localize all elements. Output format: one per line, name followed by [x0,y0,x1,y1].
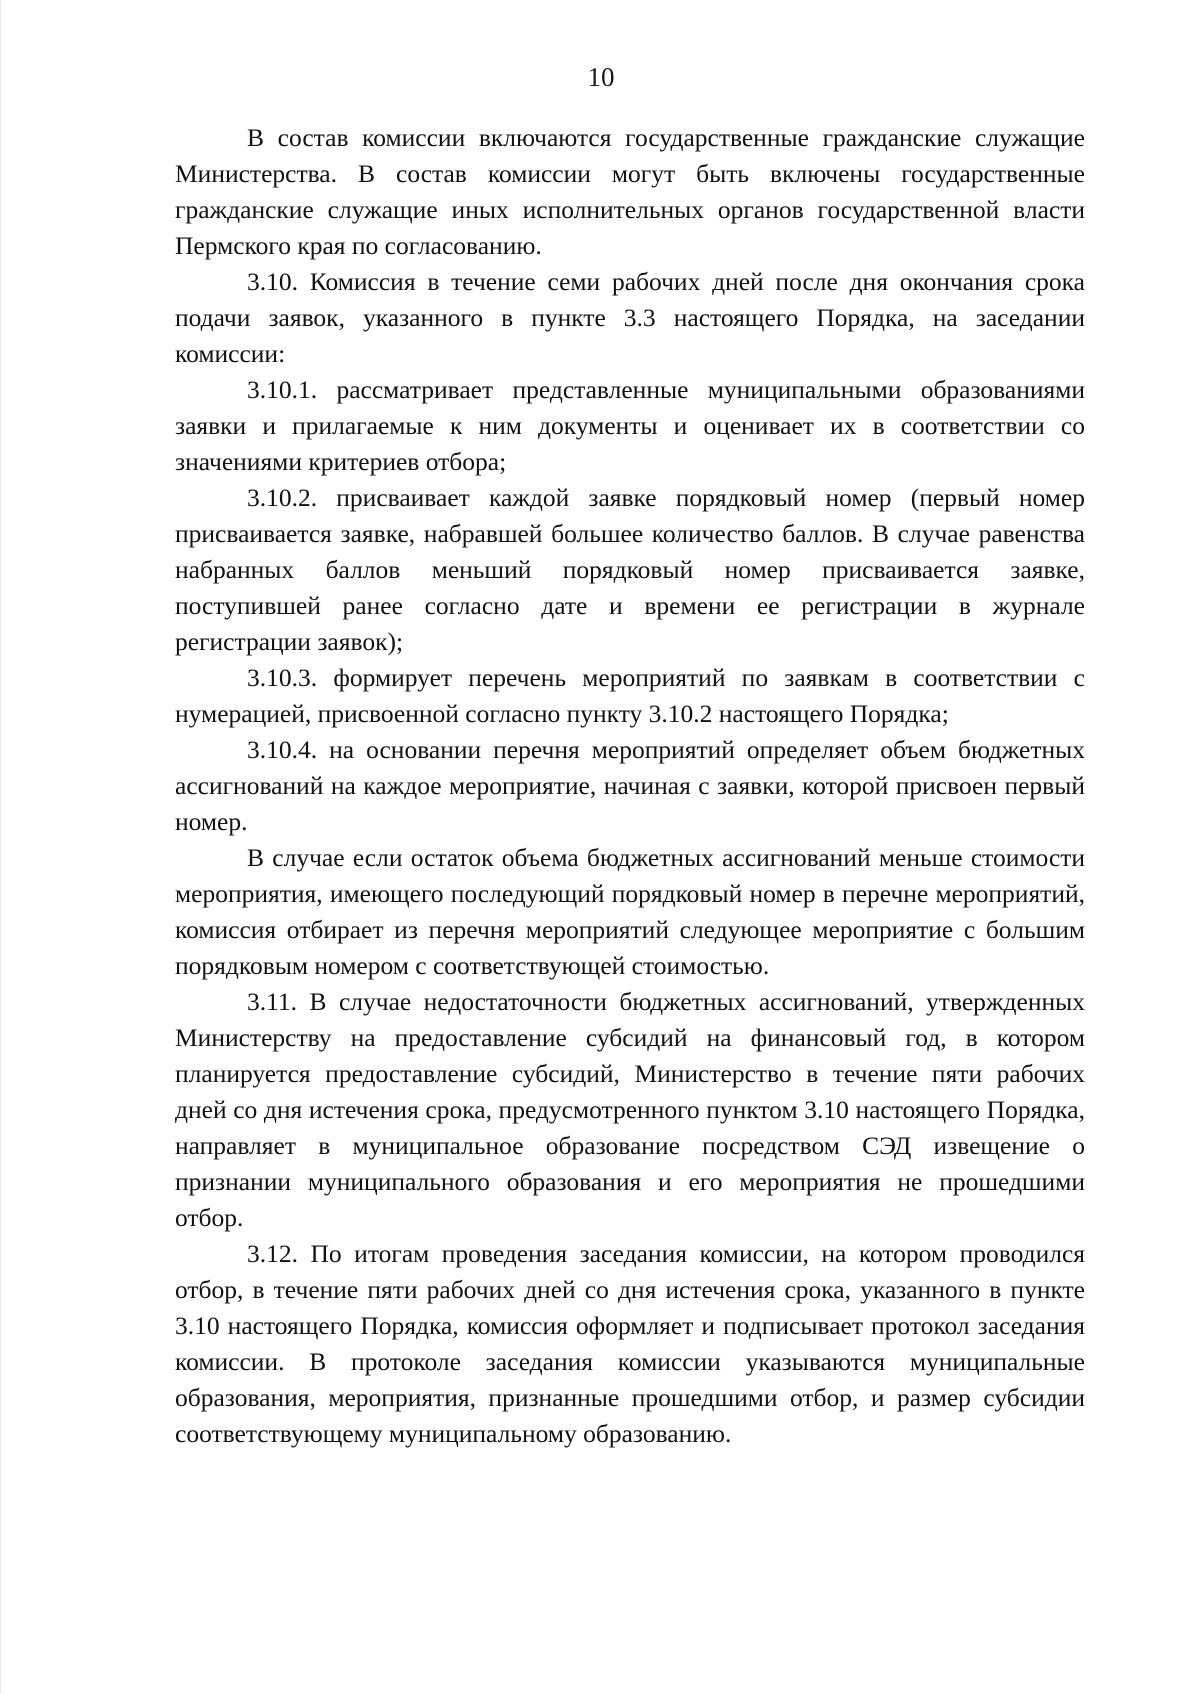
paragraph-3-10-3: 3.10.3. формирует перечень мероприятий по заявкам в соответствии с нумерацией, присвоенной согласно пункту 3.10.2 настоящего Порядка; [175,663,1085,728]
paragraph-remaining-budget: В случае если остаток объема бюджетных ассигнований меньше стоимости мероприятия, имеющего последующий порядковый номер в перечне мероприятий, комиссия отбирает из перечня мероприятий следующее мероприятие с большим порядковым номером с соответствующей стоимостью. [175,843,1085,980]
paragraph-3-12: 3.12. По итогам проведения заседания комиссии, на котором проводился отбор, в течение пяти рабочих дней со дня истечения срока, указанного в пункте 3.10 настоящего Порядка, комиссия оформляет и подписывает протокол заседания комиссии. В протоколе заседания комиссии указываются муниципальные образования, мероприятия, признанные прошедшими отбор, и размер субсидии соответствующему муниципальному образованию. [175,1239,1085,1448]
paragraph-3-10-4: 3.10.4. на основании перечня мероприятий определяет объем бюджетных ассигнований на каждое мероприятие, начиная с заявки, которой присвоен первый номер. [175,735,1085,836]
paragraph-commission-composition: В состав комиссии включаются государственные гражданские служащие Министерства. В состав комиссии могут быть включены государственные гражданские служащие иных исполнительных органов государственной власти Пермского края по согласованию. [175,123,1085,260]
paragraph-3-10-2: 3.10.2. присваивает каждой заявке порядковый номер (первый номер присваивается заявке, набравшей большее количество баллов. В случае равенства набранных баллов меньший порядковый номер присваивается заявке, поступившей ранее согласно дате и времени ее регистрации в журнале регистрации заявок); [175,483,1085,656]
paragraph-3-10: 3.10. Комиссия в течение семи рабочих дней после дня окончания срока подачи заявок, указанного в пункте 3.3 настоящего Порядка, на заседании комиссии: [175,267,1085,368]
paragraph-3-11: 3.11. В случае недостаточности бюджетных ассигнований, утвержденных Министерству на предоставление субсидий на финансовый год, в котором планируется предоставление субсидий, Министерство в течение пяти рабочих дней со дня истечения срока, предусмотренного пунктом 3.10 настоящего Порядка, направляет в муниципальное образование посредством СЭД извещение о признании муниципального образования и его мероприятия не прошедшими отбор. [175,987,1085,1232]
document-body [175,120,1085,1452]
page-number: 10 [587,62,615,92]
paragraph-3-10-1: 3.10.1. рассматривает представленные муниципальными образованиями заявки и прилагаемые к ним документы и оценивает их в соответствии со значениями критериев отбора; [175,375,1085,476]
